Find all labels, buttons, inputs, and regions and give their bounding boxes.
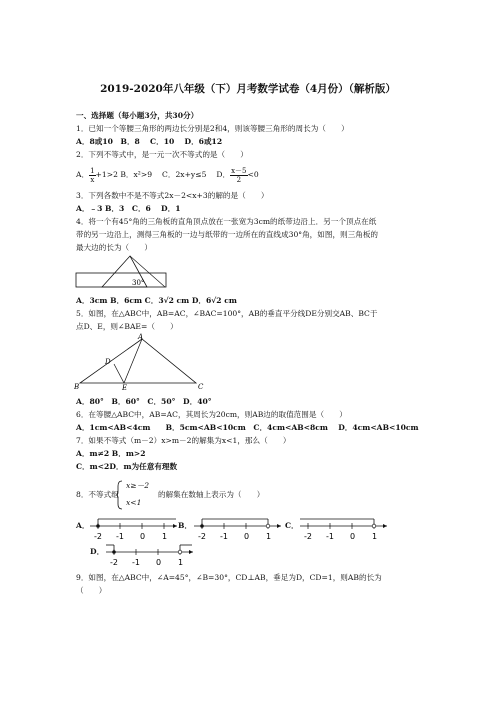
option-b-label: B． bbox=[178, 521, 193, 530]
svg-text:0: 0 bbox=[244, 532, 250, 541]
vertex-c-label: C bbox=[198, 383, 204, 391]
vertex-b-label: B bbox=[74, 383, 80, 391]
question-9-line-1: 9．如图，在△ABC中，∠A=45°，∠B=30°，CD⊥AB，垂足为D，CD=1，则AB的长为 bbox=[76, 573, 382, 582]
option-a-label: A． bbox=[76, 521, 90, 530]
svg-text:1: 1 bbox=[266, 532, 272, 541]
question-4-options bbox=[76, 296, 237, 306]
question-7-options-c-d: C．m<2D．m为任意有理数 bbox=[76, 462, 178, 471]
question-2: 2．下列不等式中，是一元一次不等式的是（ ） bbox=[76, 150, 248, 159]
system-inequality-1: x≥－2 bbox=[126, 481, 150, 490]
svg-text:1: 1 bbox=[178, 558, 184, 567]
paper-strip bbox=[76, 273, 166, 287]
angle-label: 30° bbox=[132, 279, 145, 287]
question-5-line-2: 点D、E，则∠BAE=（ ） bbox=[76, 322, 178, 331]
question-6-options: A．1cm<AB<4cm B．5cm<AB<10cm C．4cm<AB<8cm D．4cm<AB<10cm bbox=[76, 423, 419, 432]
triangle-abc bbox=[80, 339, 196, 383]
q4-option-c-value: 3√2 bbox=[158, 296, 174, 305]
point-e-label: E bbox=[122, 384, 128, 391]
svg-text:1: 1 bbox=[162, 532, 168, 541]
fraction-numerator: 1 bbox=[90, 166, 95, 175]
svg-text:0: 0 bbox=[140, 532, 146, 541]
question-1-options: A．8或10 B．8 C．10 D．6或12 bbox=[76, 137, 223, 146]
svg-text:-1: -1 bbox=[116, 532, 124, 541]
svg-text:-2: -2 bbox=[110, 558, 118, 567]
triangle-abc-figure bbox=[74, 333, 214, 391]
q4-option-c-unit: cm D． bbox=[173, 296, 206, 305]
q4-options-a-b: A．3cm B．6cm C． bbox=[76, 296, 159, 305]
option-d-label: D． bbox=[90, 547, 105, 556]
question-8-prefix: 8．不等式组 bbox=[76, 490, 119, 499]
paper-strip-figure bbox=[74, 254, 174, 296]
option-c-label: C． bbox=[285, 521, 299, 530]
q2-a-suffix: +1>2 B．x²>9 C．2x+y≤5 D． bbox=[95, 170, 231, 179]
q4-option-d-value: 6√2 bbox=[206, 296, 222, 305]
q2-a-prefix: A． bbox=[76, 170, 90, 179]
question-7: 7．如果不等式（m－2）x>m－2的解集为x<1，那么（ ） bbox=[76, 436, 291, 445]
svg-text:0: 0 bbox=[156, 558, 162, 567]
svg-text:1: 1 bbox=[372, 532, 378, 541]
question-6: 6．在等腰△ABC中，AB=AC，其周长为20cm，则AB边的取值范围是（ ） bbox=[76, 410, 347, 419]
question-7-options-a-b: A．m≠2 B．m>2 bbox=[76, 449, 146, 458]
number-line-b bbox=[190, 514, 284, 544]
svg-text:-1: -1 bbox=[220, 532, 228, 541]
question-5-line-1: 5．如图，在△ABC中，AB=AC，∠BAC=100°，AB的垂直平分线DE分别交AB、BC于 bbox=[76, 309, 378, 318]
fraction-denominator: x bbox=[90, 175, 95, 184]
perpendicular-bisector-de bbox=[114, 364, 124, 383]
system-brace bbox=[116, 480, 124, 510]
svg-text:-2: -2 bbox=[198, 532, 206, 541]
svg-text:-1: -1 bbox=[132, 558, 140, 567]
question-5-options: A．80° B．60° C．50° D．40° bbox=[76, 397, 212, 406]
question-3-options: A．﹣3 B．3 C．6 D．1 bbox=[76, 204, 181, 213]
question-3: 3．下列各数中不是不等式2x－2<x+3的解的是（ ） bbox=[76, 191, 269, 200]
page-title: 2019-2020年八年级（下）月考数学试卷（4月份）（解析版） bbox=[100, 83, 396, 95]
q2-d-suffix: <0 bbox=[247, 170, 259, 179]
section-heading: 一、选择题（每小题3分，共30分） bbox=[76, 111, 199, 120]
question-4-line-1: 4．将一个有45°角的三角板的直角顶点放在一张宽为3cm的纸带边沿上．另一个顶点在纸 bbox=[76, 217, 377, 226]
question-8-suffix: 的解集在数轴上表示为（ ） bbox=[158, 490, 265, 499]
vertex-a-label: A bbox=[138, 333, 144, 341]
point-d-label: D bbox=[105, 358, 111, 366]
fraction-numerator: x－5 bbox=[231, 166, 247, 175]
svg-text:-2: -2 bbox=[94, 532, 102, 541]
question-4-line-3: 最大边的长为（ ） bbox=[76, 243, 152, 252]
question-1: 1．已知一个等腰三角形的两边长分别是2和4，则该等腰三角形的周长为（ ） bbox=[76, 124, 349, 133]
svg-text:-2: -2 bbox=[304, 532, 312, 541]
fraction-x-minus-5-over-2 bbox=[230, 167, 247, 184]
question-9-line-2: （ ） bbox=[76, 586, 107, 595]
fraction-denominator: 2 bbox=[236, 175, 242, 184]
question-4-line-2: 带的另一边沿上，测得三角板的一边与纸带的一边所在的直线成30°角，如图，则三角板的 bbox=[76, 230, 379, 239]
question-2-options bbox=[76, 166, 259, 184]
svg-text:-1: -1 bbox=[326, 532, 334, 541]
q4-option-d-unit: cm bbox=[221, 296, 237, 305]
svg-text:0: 0 bbox=[350, 532, 356, 541]
number-line-d bbox=[102, 540, 196, 570]
system-inequality-2: x<1 bbox=[126, 498, 142, 507]
number-line-c bbox=[296, 514, 390, 544]
